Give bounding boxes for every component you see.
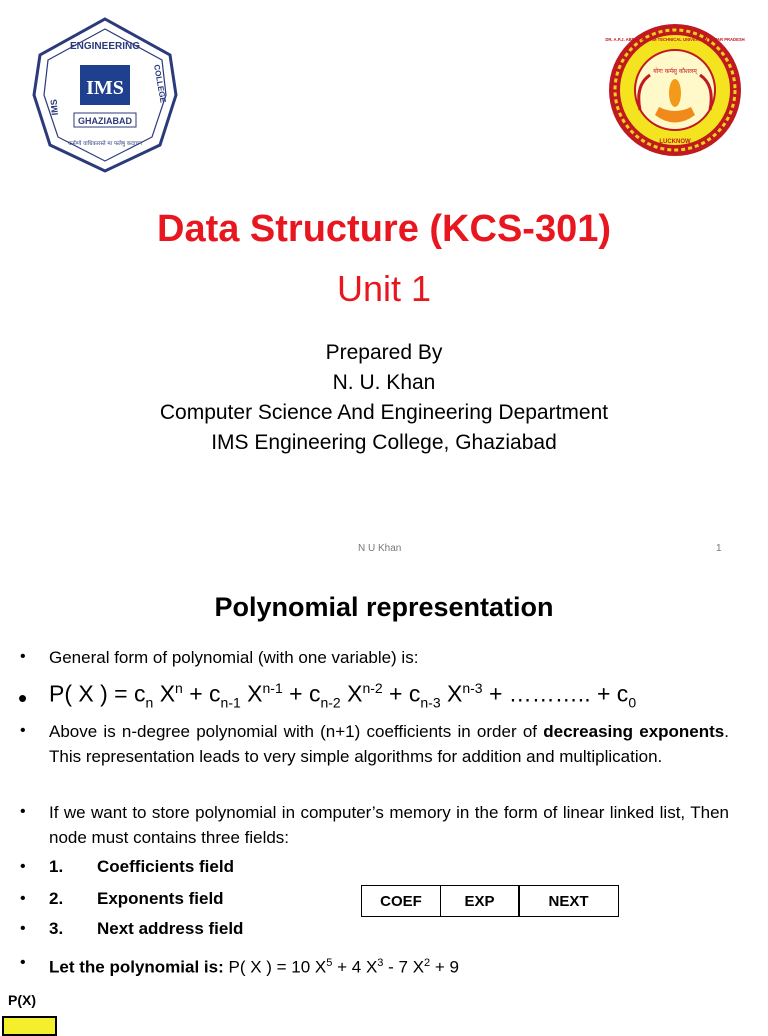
bullet-marker: • [20, 858, 26, 875]
bullet-marker: • [18, 683, 28, 713]
formula-sup: 5 [326, 957, 333, 969]
formula-sup: 3 [377, 957, 384, 969]
formula-part: + [182, 680, 210, 707]
bullet-text [49, 719, 729, 769]
formula-part: X [447, 680, 463, 707]
logo-ring-text: DR. A.P.J. ABDUL KALAM TECHNICAL UNIVERSITY UTTAR PRADESH [605, 37, 745, 42]
bold-text: Let the polynomial is: [49, 957, 224, 977]
college-name: IMS Engineering College, Ghaziabad [211, 431, 557, 454]
text-part: Above is n-degree polynomial with (n+1) coefficients in order of [49, 722, 544, 741]
formula-sub: n-2 [320, 694, 341, 711]
formula-sup: n-1 [262, 680, 283, 696]
bullet-marker: • [20, 803, 26, 820]
formula-sup: n-2 [362, 680, 383, 696]
logo-inner-text: योगः कर्मसु कौशलम् [653, 68, 697, 75]
slide-title: Data Structure (KCS-301) [157, 208, 611, 250]
formula-part: P( X ) = c [49, 680, 146, 707]
bold-text: decreasing exponents [543, 722, 725, 741]
page-number: 1 [716, 543, 722, 554]
linked-list-node [361, 885, 619, 917]
text-part: + 9 [430, 957, 460, 977]
formula-part: c [209, 680, 221, 707]
node-field-coef: COEF [361, 885, 441, 917]
prepared-by-line: Prepared By [325, 341, 443, 364]
formula-part: + [282, 680, 309, 707]
bullet-text: General form of polynomial (with one variable) is: [49, 648, 419, 667]
formula-part: X [347, 680, 363, 707]
bullet-marker: • [20, 648, 26, 665]
bullet-marker: • [20, 890, 26, 907]
logo-bottom-text: GHAZIABAD [78, 116, 132, 126]
item-label: Exponents field [97, 889, 224, 908]
item-label: Coefficients field [97, 857, 234, 876]
node-field-exp: EXP [440, 885, 520, 917]
formula-sub: n-3 [420, 694, 441, 711]
example-polynomial [49, 951, 729, 980]
px-label: P(X) [8, 992, 36, 1008]
footer-author: N U Khan [358, 543, 402, 554]
formula-sub: n [145, 694, 154, 711]
formula-part: + [382, 680, 409, 707]
author-name: N. U. Khan [332, 371, 436, 394]
department-name: Computer Science And Engineering Department [159, 401, 609, 424]
item-number: 1. [49, 857, 64, 876]
formula-sup: n [175, 680, 183, 696]
formula-part: X [247, 680, 263, 707]
text-part: . This representation leads to very simple algorithms for addition and multiplication. [49, 722, 729, 766]
logo-center-text: IMS [86, 77, 124, 99]
aktu-university-logo [605, 15, 745, 165]
bullet-marker: • [20, 920, 26, 937]
logo-lucknow-text: LUCKNOW [659, 139, 691, 145]
item-label: Next address field [97, 919, 244, 938]
slide-subtitle: Unit 1 [336, 268, 432, 309]
node-field-next: NEXT [518, 885, 619, 917]
formula-sup: 2 [424, 957, 431, 969]
logo-motto: कर्मण्ये वाधिकारस्ते मा फलेषु कदाचन [68, 141, 142, 147]
formula-sup: n-3 [462, 680, 483, 696]
slide-heading: Polynomial representation [214, 592, 554, 622]
text-part: P( X ) = 10 X [228, 957, 327, 977]
px-pointer-box [2, 1016, 57, 1036]
polynomial-general-formula [49, 680, 636, 710]
bullet-text: If we want to store polynomial in computer’s memory in the form of linear linked list, Then node must contains three fields: [49, 803, 729, 847]
ims-college-logo [30, 15, 180, 175]
formula-part: c [408, 680, 421, 707]
logo-left-text: IMS [48, 98, 60, 116]
bullet-marker: • [20, 722, 26, 739]
logo-right-text: COLLEGE [152, 63, 168, 104]
formula-part: + ……….. + c [482, 680, 629, 707]
formula-sub: 0 [628, 694, 637, 711]
item-number: 3. [49, 919, 64, 938]
text-part: + 4 X [332, 957, 378, 977]
bullet-marker: • [20, 954, 26, 971]
logo-top-text: ENGINEERING [69, 41, 141, 52]
text-part: - 7 X [383, 957, 425, 977]
formula-part: c [308, 680, 321, 707]
formula-sub: n-1 [220, 694, 241, 711]
formula-part: X [159, 680, 176, 707]
item-number: 2. [49, 889, 64, 908]
